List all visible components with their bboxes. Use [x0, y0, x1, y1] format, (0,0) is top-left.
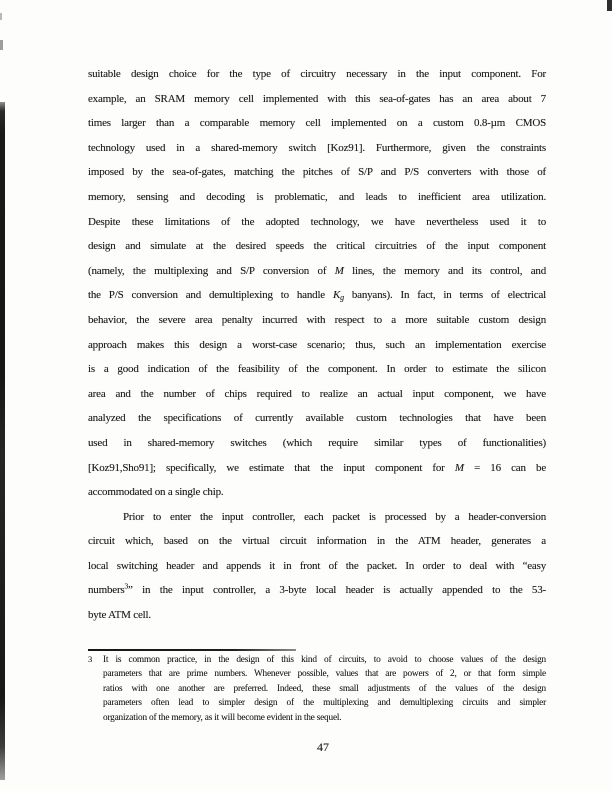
text-line: ratios with one another are preferred. Indeed, these small adjustments of the values of the design: [103, 683, 546, 694]
footnote: [88, 653, 546, 725]
text-line: analyzed the specifications of currently available custom technologies that have been: [88, 412, 546, 425]
text-line: circuit which, based on the virtual circuit information in the ATM header, generates a: [88, 535, 546, 548]
paragraph: [88, 505, 546, 628]
text-line: parameters often lead to simpler design of the multiplexing and demultiplexing circuits and simpler: [103, 698, 546, 709]
footnote-separator: [88, 649, 296, 651]
text-line: suitable design choice for the type of circuitry necessary in the input component. For: [88, 68, 546, 80]
page-number: 47: [317, 740, 329, 754]
body-text: [88, 62, 546, 628]
scan-artifact-edge-mark: [0, 13, 2, 20]
text-line: times larger than a comparable memory cell implemented on a custom 0.8-µm CMOS: [88, 117, 546, 130]
scan-artifact-edge-mark: [0, 40, 3, 50]
text-line: design and simulate at the desired speeds the critical circuitries of the input component: [88, 240, 546, 253]
scan-artifact-corner-mark: [607, 0, 612, 11]
footnote-text: [103, 653, 546, 725]
footnote-marker: 3: [88, 654, 93, 664]
text-line: accommodated on a single chip.: [88, 486, 224, 499]
text-line: technology used in a shared-memory switch [Koz91]. Furthermore, given the constraints: [88, 141, 546, 154]
text-line: is a good indication of the feasibility of the component. In order to estimate the silicon: [88, 363, 546, 376]
text-line: used in shared-memory switches (which require similar types of functionalities): [88, 436, 546, 449]
text-line: imposed by the sea-of-gates, matching the pitches of S/P and P/S converters with those of: [88, 166, 546, 179]
text-line: Prior to enter the input controller, each packet is processed by a header-conversion: [123, 510, 546, 523]
paragraph: [88, 62, 546, 505]
text-line: approach makes this design a worst-case scenario; thus, such an implementation exercise: [88, 338, 546, 351]
text-line: area and the number of chips required to realize an actual input component, we have: [88, 387, 546, 400]
scan-artifact-left-bar: [0, 102, 5, 780]
text-line: Despite these limitations of the adopted technology, we have nevertheless used it to: [88, 215, 546, 228]
text-line: parameters that are prime numbers. Whenever possible, values that are powers of 2, or that form simple: [103, 669, 546, 680]
text-line: organization of the memory, as it will become evident in the sequel.: [103, 712, 342, 723]
text-line: It is common practice, in the design of this kind of circuits, to avoid to choose values of the design: [103, 655, 546, 665]
text-line: local switching header and appends it in front of the packet. In order to deal with “easy: [88, 559, 546, 572]
text-line: numbers$^3$” in the input controller, a 3-byte local header is actually appended to the 53-: [88, 581, 546, 597]
text-line: behavior, the severe area penalty incurred with respect to a more suitable custom design: [88, 313, 546, 326]
text-line: the P/S conversion and demultiplexing to handle Kg banyans). In fact, in terms of electrical: [88, 289, 546, 303]
text-line: memory, sensing and decoding is problematic, and leads to inefficient area utilization.: [88, 190, 546, 203]
text-line: example, an SRAM memory cell implemented with this sea-of-gates has an area about 7: [88, 92, 546, 105]
text-line: byte ATM cell.: [88, 609, 151, 622]
text-line: (namely, the multiplexing and S/P conversion of M lines, the memory and its control, and: [88, 264, 546, 277]
text-line: [Koz91,Sho91]; specifically, we estimate that the input component for M = 16 can be: [88, 461, 546, 474]
